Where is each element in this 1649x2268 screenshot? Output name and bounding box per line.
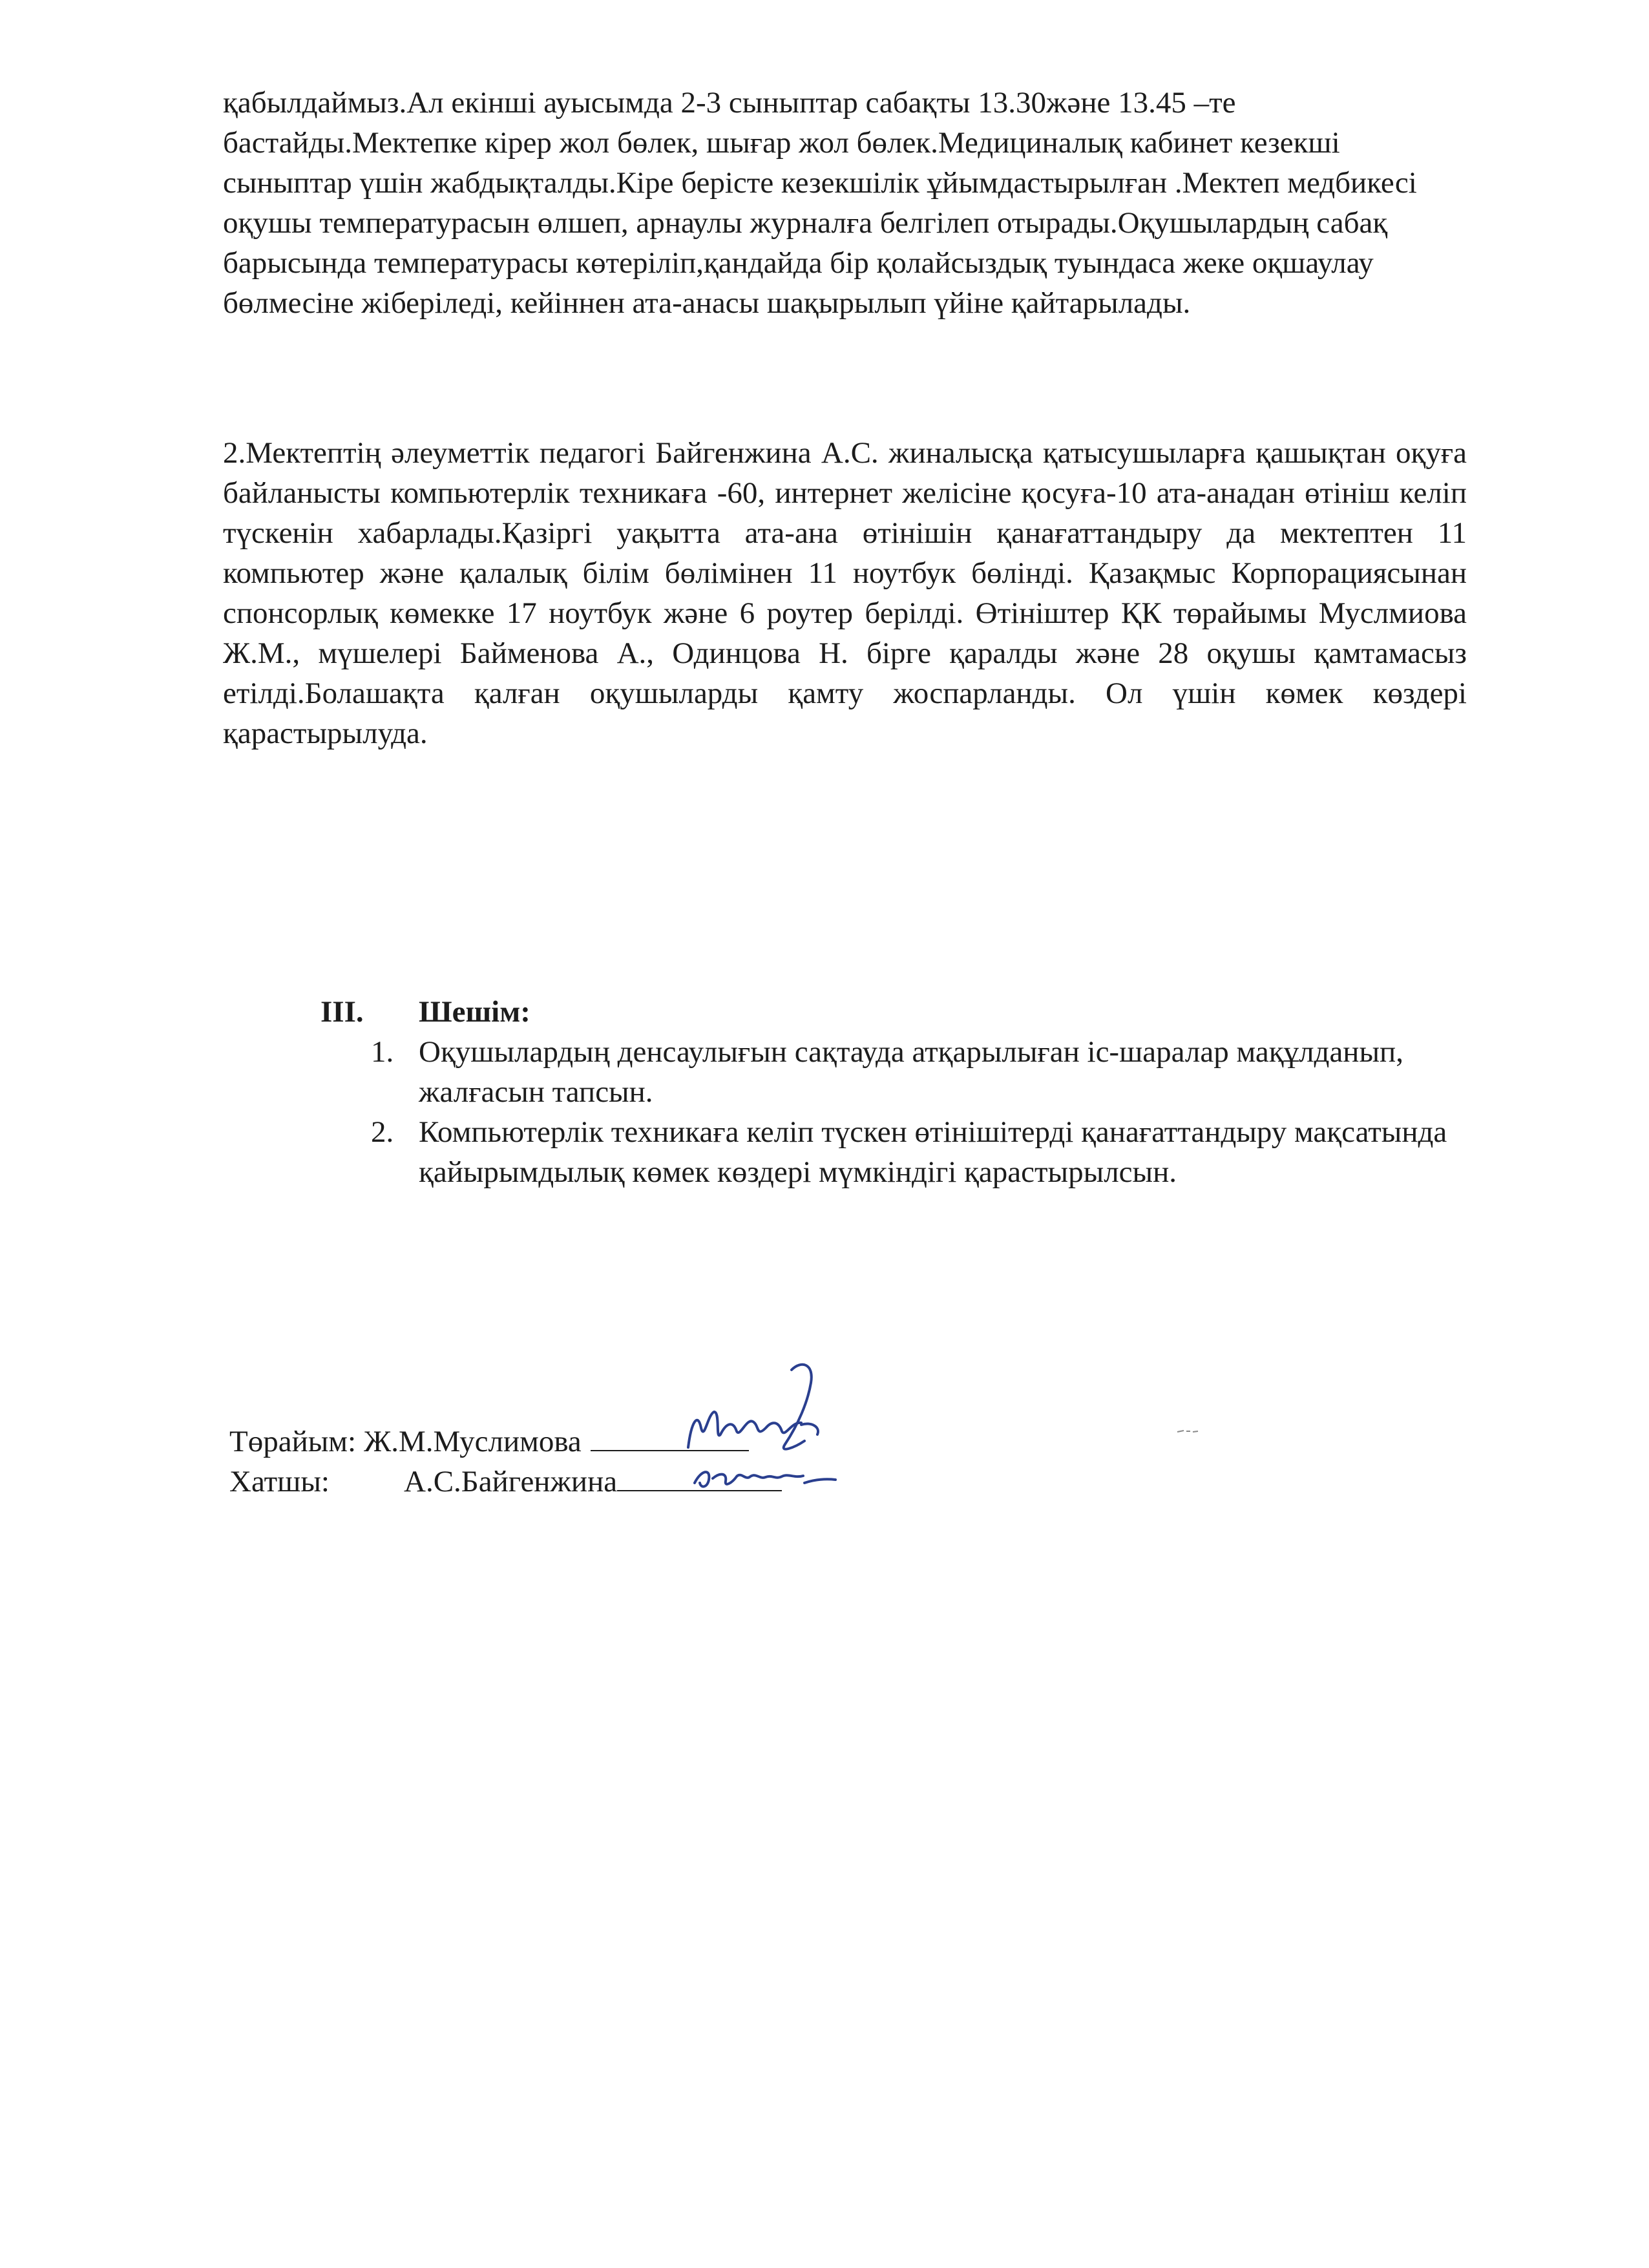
handwritten-signatures — [675, 1350, 921, 1506]
item-number: 1. — [371, 1035, 394, 1069]
secretary-name: А.С.Байгенжина — [404, 1465, 618, 1498]
secretary-label: Хатшы: — [229, 1465, 330, 1498]
chair-signature-mark — [688, 1365, 818, 1449]
chair-name: Ж.М.Муслимова — [364, 1425, 582, 1458]
chair-label: Төрайым: — [229, 1425, 357, 1458]
section-numeral: III. — [320, 995, 364, 1029]
item-text: Компьютерлік техникаға келіп түскен өтінішітерді қанағаттандыру мақсатында қайырымдылық көмек көздері мүмкіндігі қарастырылсын. — [419, 1115, 1447, 1189]
section-title: Шешім: — [419, 995, 530, 1029]
paragraph-attendance: қабылдаймыз.Ал екінші ауысымда 2-3 сыныптар сабақты 13.30және 13.45 –те бастайды.Мектепке кірер жол бөлек, шығар жол бөлек.Медициналық кабинет кезекші сыныптар үшін жабдықталды.Кіре берісте кезекшілік ұйымдастырылған .Мектеп медбикесі оқушы температурасын өлшеп, арнаулы журналға белгілеп отырады.Оқушылардың сабақ барысында температурасы көтеріліп,қандайда бір қолайсыздық туындаса жеке оқшаулау бөлмесіне жіберіледі, кейіннен ата-анасы шақырылып үйіне қайтарылады. — [223, 86, 1417, 320]
scan-speck — [1176, 1428, 1202, 1434]
paragraph-computers: 2.Мектептің әлеуметтік педагогі Байгенжина А.С. жиналысқа қатысушыларға қашықтан оқуға байланысты компьютерлік техникаға -60, интернет желісіне қосуға-10 ата-анадан өтініш келіп түскенін хабарлады.Қазіргі уақытта ата-ана өтінішін қанағаттандыру да мектептен 11 компьютер және қалалық білім бөлімінен 11 ноутбук бөлінді. Қазақмыс Корпорациясынан спонсорлық көмекке 17 ноутбук және 6 роутер берілді. Өтініштер ҚК төрайымы Муслмиова Ж.М., мүшелері Байменова А., Одинцова Н. бірге қаралды және 28 оқушы қамтамасыз етілді.Болашақта қалған оқушыларды қамту жоспарланды. Ол үшін көмек көздері қарастырылуда. — [223, 436, 1467, 750]
decision-list — [320, 1032, 1484, 1192]
item-text: Оқушылардың денсаулығын сақтауда атқарылыған іс-шаралар мақұлданып, жалғасын тапсын. — [419, 1035, 1403, 1109]
secretary-signature-mark — [695, 1472, 835, 1487]
decision-item — [371, 1032, 1484, 1112]
decision-heading — [320, 992, 1484, 1032]
item-number: 2. — [371, 1115, 394, 1149]
decision-item — [371, 1112, 1484, 1192]
decision-section — [320, 992, 1484, 1192]
